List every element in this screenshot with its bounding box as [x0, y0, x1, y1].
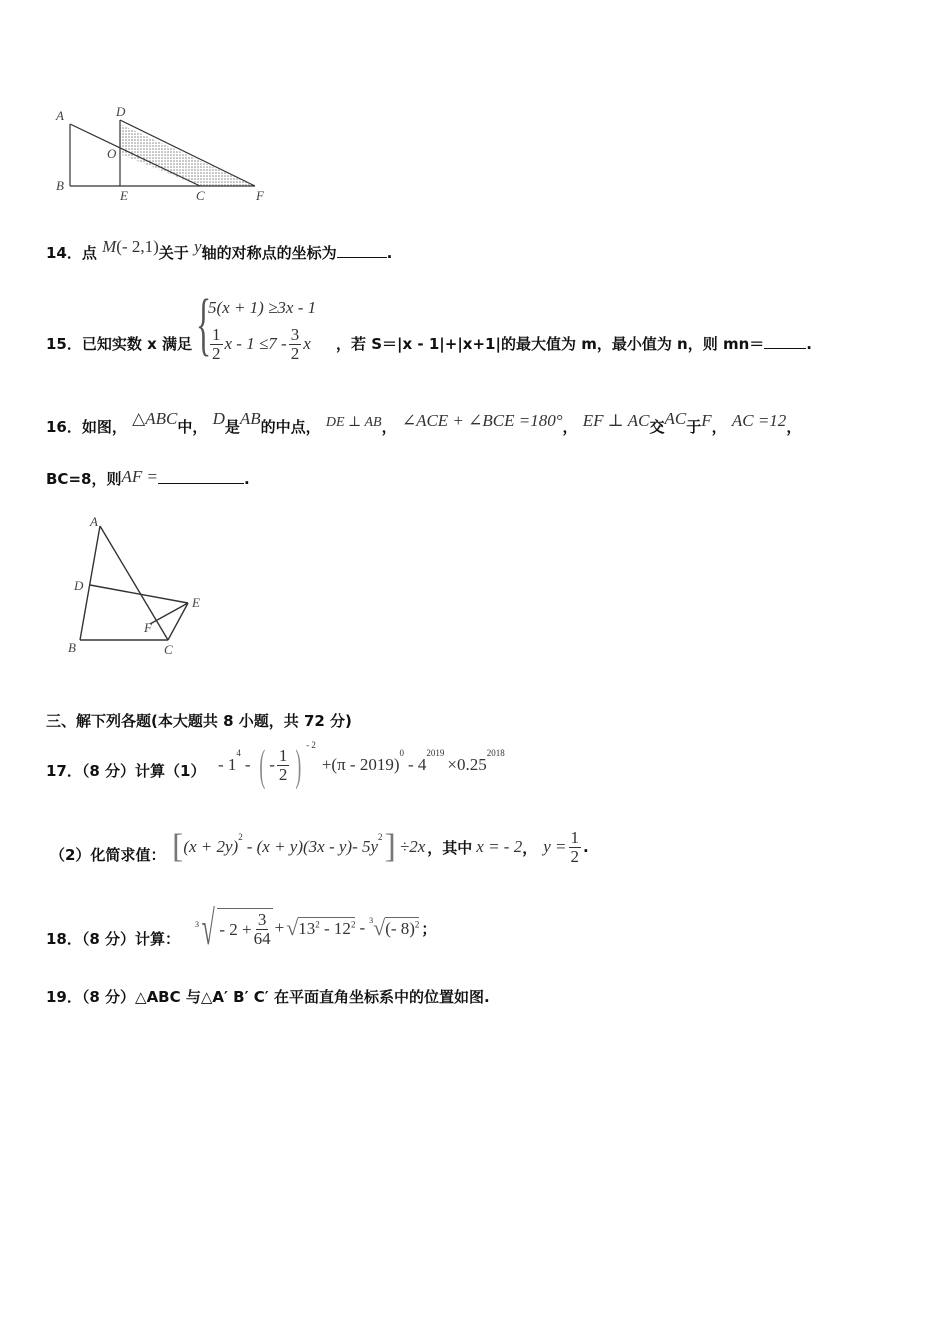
label-O: O — [107, 146, 117, 161]
label-F: F — [144, 620, 152, 635]
label-B: B — [56, 178, 64, 193]
math-coords: (- 2,1) — [116, 237, 159, 256]
inequality-1: 5(x + 1) ≥3x - 1 — [208, 298, 317, 317]
question-number: 17． — [46, 762, 82, 780]
segment-AC — [100, 526, 168, 640]
label-D: D — [116, 104, 126, 119]
label-D: D — [74, 578, 84, 593]
question-number: 15． — [46, 335, 82, 353]
section-title: 三、解下列各题(本大题共 8 小题，共 72 分) — [46, 712, 352, 730]
question-16: 16．如图， △ABC中， D是AB的中点， DE ⊥ AB， ∠ACE + ∠BCE =180°， EF ⊥ AC交AC于F， AC =12， — [46, 409, 802, 436]
inequality-2: $\frac{1}{2}$ x - 1 ≤7 - $\frac{3}{2}$ x — [212, 325, 311, 363]
answer-blank — [158, 469, 244, 484]
label-A: A — [90, 514, 98, 529]
question-18: 18．（8 分）计算： — [46, 930, 181, 948]
label-F: F — [256, 188, 264, 203]
math-axis: y — [194, 237, 202, 256]
expression-17-1: - 1 $^4$ - ( - $\frac{1}{2}$ ) $^{- 2}$ +(π - 2019) $^0$ - 4 $^{2019}$ ×0.25 $^{2018}$ — [218, 740, 505, 790]
question-16-line2: BC=8，则AF = . — [46, 467, 250, 488]
question-number: 16． — [46, 418, 82, 436]
question-number: 19． — [46, 988, 82, 1006]
label-C: C — [164, 642, 173, 657]
system-brace: { — [196, 286, 212, 363]
label-E: E — [192, 595, 200, 610]
question-number: 18． — [46, 930, 82, 948]
question-15-tail: ，若 S＝|x - 1|+|x+1|的最大值为 m，最小值为 n，则 mn＝ . — [336, 335, 812, 353]
figure-overlapping-triangles — [50, 100, 280, 205]
figure-triangle-abc — [62, 512, 222, 660]
label-E: E — [120, 188, 128, 203]
segment-DE — [90, 585, 188, 603]
label-C: C — [196, 188, 205, 203]
answer-blank — [764, 334, 806, 349]
answer-blank — [337, 243, 387, 258]
question-number: 14． — [46, 244, 82, 262]
question-17: 17．（8 分）计算（1） — [46, 762, 206, 780]
question-17-part2: （2）化简求值： — [50, 846, 166, 864]
question-14: 14．点 M(- 2,1)关于 y轴的对称点的坐标为 . — [46, 237, 393, 262]
inequality-system — [196, 286, 336, 372]
label-B: B — [68, 640, 76, 655]
question-15: 15．已知实数 x 满足 — [46, 335, 192, 353]
label-A: A — [56, 108, 64, 123]
expression-18: 3 √ - 2 + $\frac{3}{64}$ + √ $13^2 - 12^2$ - 3 √ (- 8)$^2$ ； — [195, 901, 437, 955]
math-point: M — [102, 237, 117, 256]
expression-17-2: [ (x + 2y) $^2$ - (x + y)(3x - y)- 5y $^2$ ] ÷2x ，其中 x = - 2 ， y = $\frac{1}{2}$ . — [172, 827, 589, 866]
question-19: 19．（8 分）△ABC 与△A′ B′ C′ 在平面直角坐标系中的位置如图. — [46, 988, 490, 1006]
